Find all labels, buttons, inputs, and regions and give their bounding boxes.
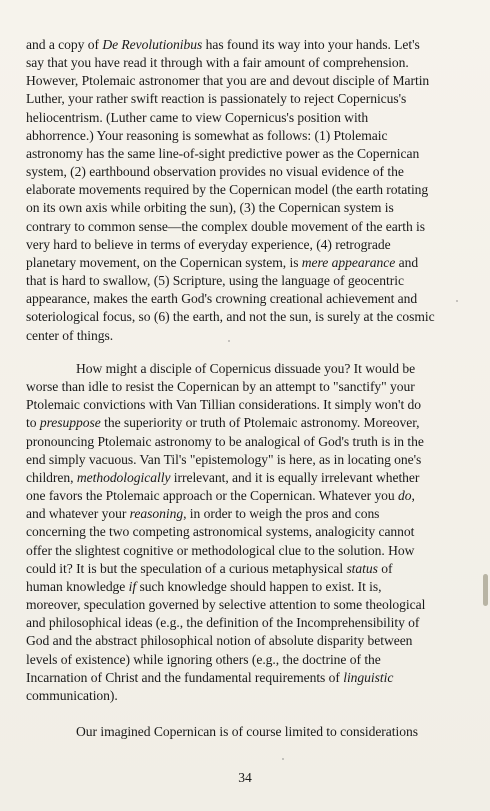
text-run: center of things.	[26, 327, 114, 343]
text-line	[26, 523, 466, 541]
text-run: very hard to believe in terms of everyday experience, (4) retrograde	[26, 236, 391, 252]
text-line	[26, 127, 466, 145]
paragraph-1	[26, 36, 466, 345]
text-run: on its own axis while orbiting the sun), (3) the Copernican system is	[26, 200, 394, 216]
text-line	[26, 290, 466, 308]
text-run: end simply vacuous. Van Til's "epistemology" is here, as in locating one's	[26, 451, 422, 467]
text-run: contrary to common sense—the complex double movement of the earth is	[26, 218, 426, 234]
text-run: irrelevant, and it is equally irrelevant whether	[170, 469, 420, 485]
text-run: , in order to weigh the pros and cons	[183, 506, 380, 522]
text-line	[26, 542, 466, 560]
text-run: concerning the two competing astronomical systems, analogicity cannot	[26, 524, 415, 540]
text-line	[26, 327, 466, 345]
text-run: elaborate movements required by the Copernican model (the earth rotating	[26, 182, 429, 198]
text-run: Ptolemaic convictions with Van Tillian considerations. It simply won't do	[26, 397, 422, 413]
italic-text: if	[128, 578, 137, 594]
text-run: astronomy has the same line-of-sight predictive power as the Copernican	[26, 145, 420, 161]
italic-text: reasoning	[129, 506, 184, 522]
text-run: human knowledge	[26, 578, 129, 594]
text-line	[26, 145, 466, 163]
binding-edge-mark	[483, 574, 488, 606]
italic-text: status	[346, 560, 378, 576]
text-run: However, Ptolemaic astronomer that you are and devout disciple of Martin	[26, 73, 430, 89]
text-run: one favors the Ptolemaic approach or the Copernican. Whatever you	[26, 488, 399, 504]
italic-text: methodologically	[76, 469, 171, 485]
text-line	[26, 36, 466, 54]
text-run: abhorrence.) Your reasoning is somewhat as follows: (1) Ptolemaic	[26, 127, 388, 143]
text-line	[26, 109, 466, 127]
text-run: that is hard to swallow, (5) Scripture, using the language of geocentric	[26, 273, 404, 289]
text-line	[26, 687, 466, 705]
text-run: system, (2) earthbound observation provides no visual evidence of the	[26, 164, 404, 180]
text-line	[26, 651, 466, 669]
text-run: and a copy of	[26, 37, 103, 52]
scan-speck	[456, 300, 458, 302]
text-line	[26, 90, 466, 108]
text-run: of	[377, 560, 393, 576]
text-run: pronouncing Ptolemaic astronomy to be analogical of God's truth is in the	[26, 433, 424, 449]
text-line	[26, 632, 466, 650]
text-run: Our imagined Copernican is of course limited to considerations	[76, 724, 418, 739]
text-run: and whatever your	[26, 506, 130, 522]
text-run: moreover, speculation governed by selective attention to some theological	[26, 597, 426, 613]
text-line	[26, 669, 466, 687]
italic-text: do	[398, 488, 412, 504]
text-line	[26, 414, 466, 432]
text-line	[26, 723, 466, 741]
text-line	[26, 54, 466, 72]
text-run: say that you have read it through with a fair amount of comprehension.	[26, 55, 409, 71]
text-run: levels of existence) while ignoring others (e.g., the doctrine of the	[26, 651, 381, 667]
text-run: ,	[411, 488, 415, 504]
text-line	[26, 578, 466, 596]
text-line	[26, 272, 466, 290]
italic-text: De Revolutionibus	[102, 37, 203, 52]
text-line	[26, 163, 466, 181]
text-run: soteriological focus, so (6) the earth, and not the sun, is surely at the cosmic	[26, 309, 435, 325]
text-line	[26, 469, 466, 487]
italic-text: linguistic	[343, 669, 394, 685]
text-line	[26, 560, 466, 578]
page-number: 34	[238, 770, 252, 785]
text-run: worse than idle to resist the Copernican by an attempt to "sanctify" your	[26, 379, 415, 395]
text-run: has found its way into your hands. Let's	[202, 37, 420, 52]
paragraph-3	[26, 723, 466, 741]
text-line	[26, 308, 466, 326]
text-line	[26, 72, 466, 90]
text-run: God and the abstract philosophical notion of absolute disparity between	[26, 633, 413, 649]
text-run: to	[26, 415, 40, 431]
paragraph-2	[26, 360, 466, 705]
text-line	[26, 487, 466, 505]
text-run: Luther, your rather swift reaction is passionately to reject Copernicus's	[26, 91, 407, 107]
text-line	[26, 396, 466, 414]
text-line	[26, 505, 466, 523]
scan-speck	[282, 758, 284, 760]
text-run: How might a disciple of Copernicus dissuade you? It would be	[76, 361, 416, 376]
text-run: Incarnation of Christ and the fundamental requirements of	[26, 669, 344, 685]
text-line	[26, 181, 466, 199]
text-line	[26, 236, 466, 254]
text-line	[26, 378, 466, 396]
text-line	[26, 199, 466, 217]
text-run: and philosophical ideas (e.g., the definition of the Incomprehensibility of	[26, 615, 420, 631]
italic-text: mere appearance	[301, 254, 396, 270]
text-line	[26, 360, 466, 378]
text-line	[26, 433, 466, 451]
text-run: communication).	[26, 687, 118, 703]
text-run: and	[395, 254, 419, 270]
text-run: heliocentrism. (Luther came to view Copernicus's position with	[26, 109, 369, 125]
text-run: planetary movement, on the Copernican system, is	[26, 254, 302, 270]
text-run: offer the slightest cognitive or methodological clue to the solution. How	[26, 542, 415, 558]
text-run: the superiority or truth of Ptolemaic astronomy. Moreover,	[100, 415, 420, 431]
text-line	[26, 218, 466, 236]
text-run: could it? It is but the speculation of a curious metaphysical	[26, 560, 347, 576]
text-line	[26, 614, 466, 632]
text-line	[26, 254, 466, 272]
text-run: such knowledge should happen to exist. It is,	[136, 578, 382, 594]
text-line	[26, 596, 466, 614]
italic-text: presuppose	[39, 415, 101, 431]
scan-speck	[228, 340, 230, 342]
text-run: children,	[26, 469, 77, 485]
text-line	[26, 451, 466, 469]
text-run: appearance, makes the earth God's crowning creational achievement and	[26, 291, 418, 307]
